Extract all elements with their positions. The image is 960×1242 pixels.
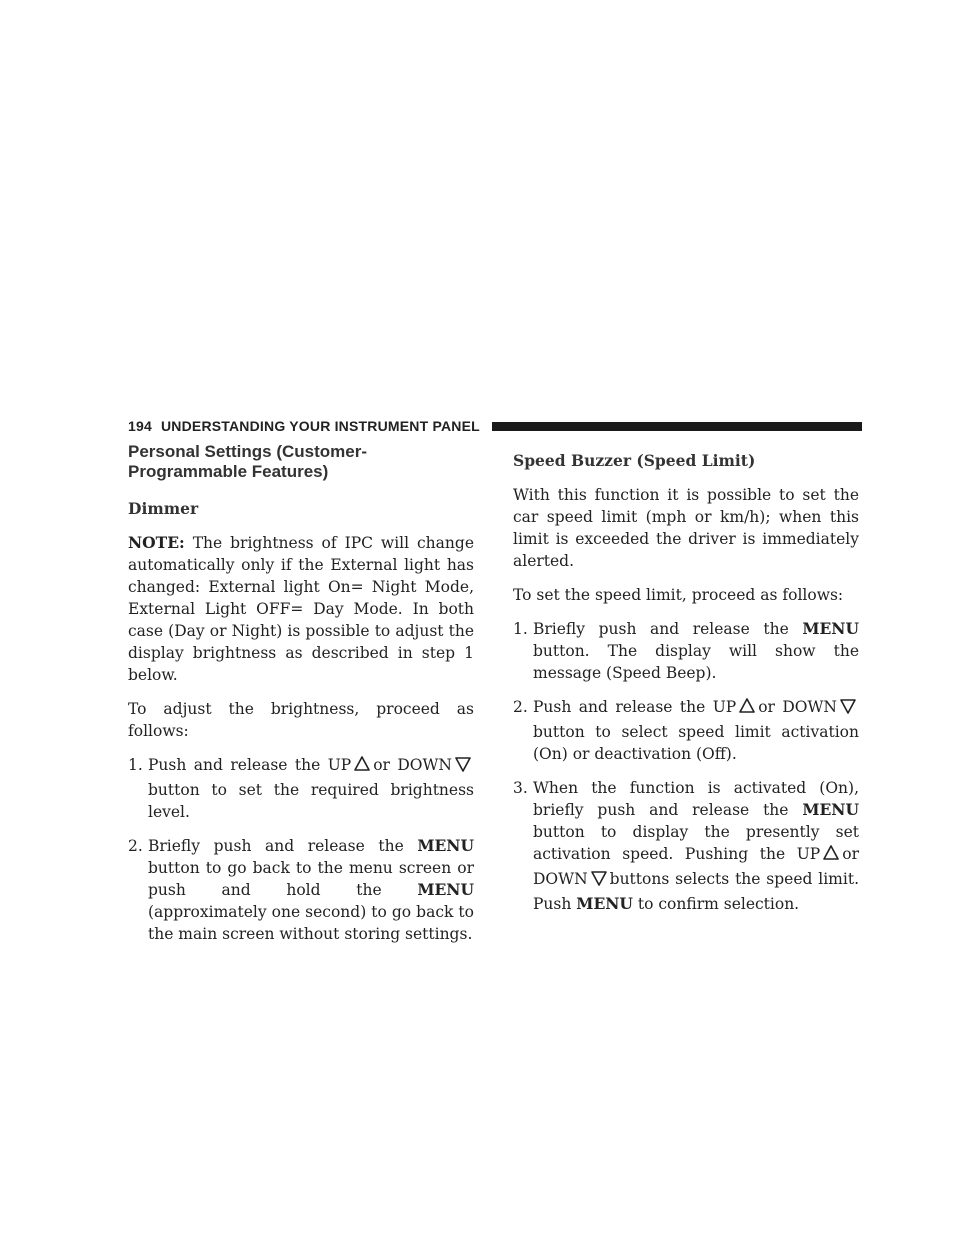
down-triangle-icon — [590, 869, 608, 893]
speed-step-3 — [513, 777, 859, 915]
brightness-step-1 — [128, 754, 474, 823]
note-label: NOTE: — [128, 533, 185, 552]
up-triangle-icon — [738, 697, 756, 721]
speed-step-1 — [513, 618, 859, 684]
step-number: 3. — [513, 779, 528, 797]
speed-step-2 — [513, 696, 859, 765]
step-text: Push and release the UP or DOWNbutton to select speed limit activation (On) or deactivation (Off). — [533, 698, 859, 763]
speed-buzzer-heading: Speed Buzzer (Speed Limit) — [513, 451, 756, 470]
section-title: UNDERSTANDING YOUR INSTRUMENT PANEL — [160, 418, 480, 434]
speed-limit-intro: To set the speed limit, proceed as follows: — [513, 586, 844, 604]
brightness-intro: To adjust the brightness, proceed as follows: — [128, 700, 474, 740]
down-triangle-icon — [454, 755, 472, 779]
page-header — [128, 418, 862, 434]
step-number: 1. — [128, 756, 143, 774]
step-text: Briefly push and release the MENU button to go back to the menu screen or push and hold the MENU (approximately one second) to go back to the main screen without storing settings. — [148, 836, 474, 943]
step-number: 1. — [513, 620, 528, 638]
step-number: 2. — [513, 698, 528, 716]
header-rule — [492, 422, 862, 431]
step-text: Briefly push and release the MENU button. The display will show the message (Speed Beep). — [533, 619, 859, 682]
note-paragraph — [128, 532, 474, 686]
speed-buzzer-description: With this function it is possible to set the car speed limit (mph or km/h); when this limit is exceeded the driver is immediately alerted. — [513, 486, 859, 570]
left-column — [128, 442, 474, 957]
dimmer-heading: Dimmer — [128, 499, 199, 518]
up-triangle-icon — [353, 755, 371, 779]
down-triangle-icon — [839, 697, 857, 721]
up-triangle-icon — [822, 844, 840, 868]
step-text: Push and release the UP or DOWNbutton to set the required brightness level. — [148, 756, 474, 821]
section-heading: Personal Settings (Customer-Programmable Features) — [128, 442, 367, 481]
note-text: The brightness of IPC will change automatically only if the External light has changed: External light On= Night Mode, External Light OFF= Day Mode. In both case (Day or Night) is possible to adjust the display brightness as described in step 1 below. — [128, 534, 474, 684]
step-text: When the function is activated (On), briefly push and release the MENU button to display the presently set activation speed. Pushing the UP or DOWN buttons selects the speed limit. Push MENU to confirm selection. — [533, 779, 859, 913]
step-number: 2. — [128, 837, 143, 855]
page-number: 194 — [128, 418, 152, 434]
right-column — [513, 442, 859, 927]
brightness-step-2 — [128, 835, 474, 945]
